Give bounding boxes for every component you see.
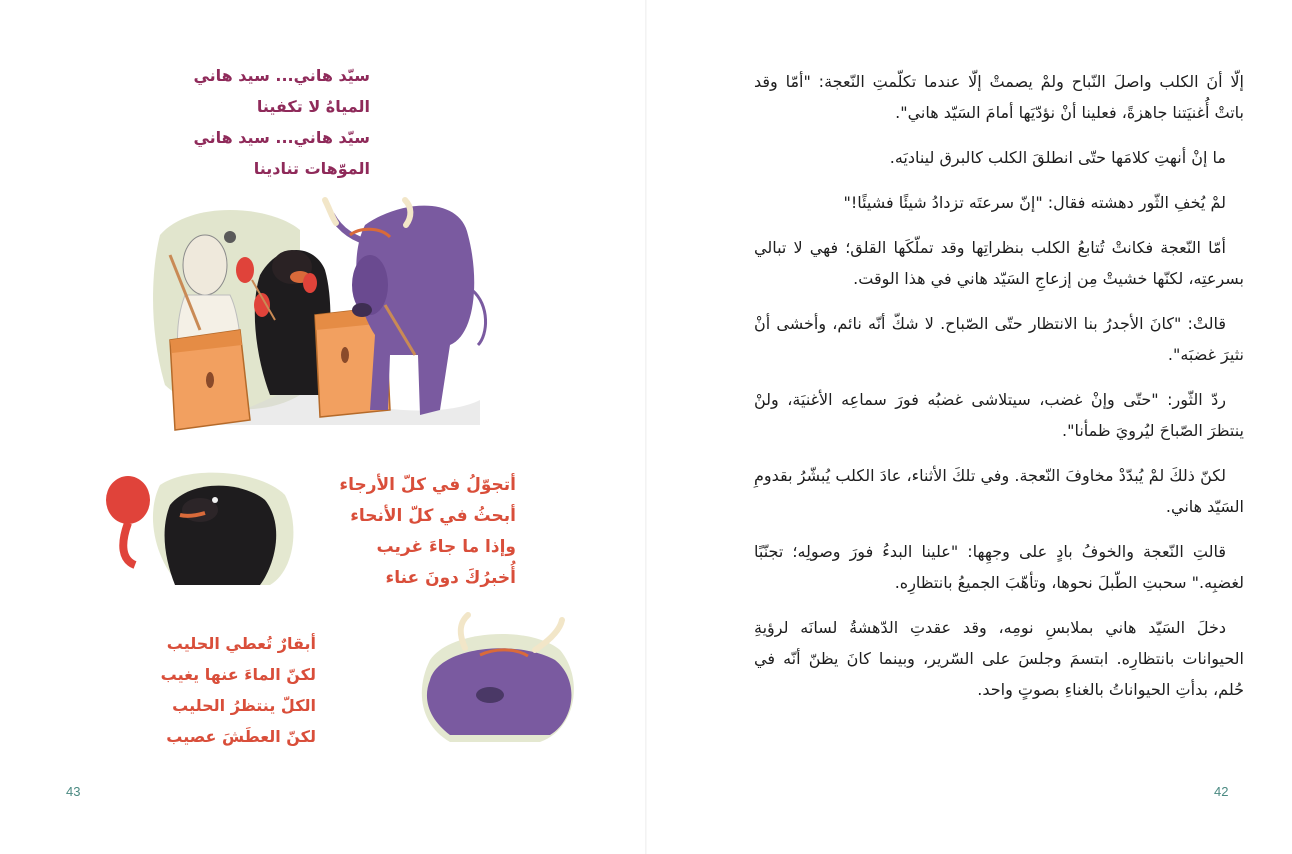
paragraph: لكنّ ذلكَ لمْ يُبدّدْ مخاوفَ النّعجة. وفي تلكَ الأثناء، عادَ الكلب يُبشّرُ بقدومِ السَيّد هاني. bbox=[754, 466, 1244, 516]
story-text bbox=[754, 66, 1244, 719]
poem-line: الكلّ ينتظرُ الحليب bbox=[172, 696, 316, 715]
paragraph: دخلَ السَيّد هاني بملابسِ نومِه، وقد عقدتِ الدّهشةُ لسانَه لرؤيةِ الحيوانات بانتظارِه. ابتسمَ وجلسَ على السّرير، وبينما كانَ يظنّ أنّه في حُلم، بدأتِ الحيواناتُ بالغناءِ بصوتٍ واحد. bbox=[754, 618, 1244, 699]
poem-line: المياهُ لا تكفينا bbox=[256, 97, 370, 116]
poem-line: وإذا ما جاءَ غريب bbox=[376, 537, 516, 557]
poem-line: الموّهات تنادينا bbox=[253, 159, 370, 178]
right-page bbox=[646, 0, 1292, 854]
poem-line: أبقارٌ تُعطي الحليب bbox=[166, 634, 316, 653]
dog-illustration bbox=[100, 465, 300, 595]
poem-bottom bbox=[150, 628, 316, 752]
page-number: 42 bbox=[1214, 784, 1229, 799]
poem-line: أتجوّلُ في كلّ الأرجاء bbox=[339, 475, 516, 495]
paragraph: إلّا أنَ الكلب واصلَ النّباح ولمْ يصمتْ إلّا عندما تكلّمتِ النّعجة: "أمّا وقد باتتْ أُغنيَتنا جاهزةً، فعلينا أنْ نؤدّيَها أمامَ السَيّد هاني". bbox=[754, 72, 1244, 122]
paragraph: قالتْ: "كانَ الأجدرُ بنا الانتظار حتّى الصّباح. لا شكّ أنّه نائم، وأخشى أنْ نثيرَ غضبَه". bbox=[754, 314, 1244, 364]
paragraph: ردّ الثّور: "حتّى وإنْ غضب، سيتلاشى غضبُه فورَ سماعِه الأغنيَة، ولنْ ينتظرَ الصّباحَ ليُرويَ ظمأنا". bbox=[754, 390, 1244, 440]
page-number: 43 bbox=[66, 784, 81, 799]
bull-illustration bbox=[410, 610, 590, 750]
poem-line: أبحثُ في كلّ الأنحاء bbox=[350, 506, 516, 526]
poem-line: سيّد هاني... سيد هاني bbox=[193, 128, 370, 147]
paragraph: قالتِ النّعجة والخوفُ بادٍ على وجهِها: "علينا البدءُ فورَ وصولِه؛ تجنّبًا لغضبِه." سحبتِ الطّبلَ نحوها، وتأهّبَ الجميعُ بانتظارِه. bbox=[754, 542, 1244, 592]
poem-line: أُخبرُكَ دونَ عناء bbox=[385, 568, 516, 588]
paragraph: أمّا النّعجة فكانتْ تُتابعُ الكلب بنظراتِها وقد تملّكَها القلق؛ فهي لا تبالي بسرعتِه، لكنّها خشيتْ مِن إزعاجِ السَيّد هاني في هذا الوقت. bbox=[754, 238, 1244, 288]
poem-top bbox=[193, 60, 370, 184]
band-illustration bbox=[150, 195, 500, 435]
paragraph: ما إنْ أنهتِ كلامَها حتّى انطلقَ الكلب كالبرق ليناديَه. bbox=[889, 148, 1226, 167]
poem-line: لكنّ العطَشَ عصيب bbox=[166, 727, 316, 746]
poem-middle bbox=[330, 470, 516, 594]
paragraph: لمْ يُخفِ الثّور دهشته فقال: "إنّ سرعتَه تزدادُ شيئًا فشيئًا!" bbox=[843, 193, 1226, 212]
poem-line: لكنّ الماءَ عنها يغيب bbox=[160, 665, 316, 684]
poem-line: سيّد هاني... سيد هاني bbox=[193, 66, 370, 85]
